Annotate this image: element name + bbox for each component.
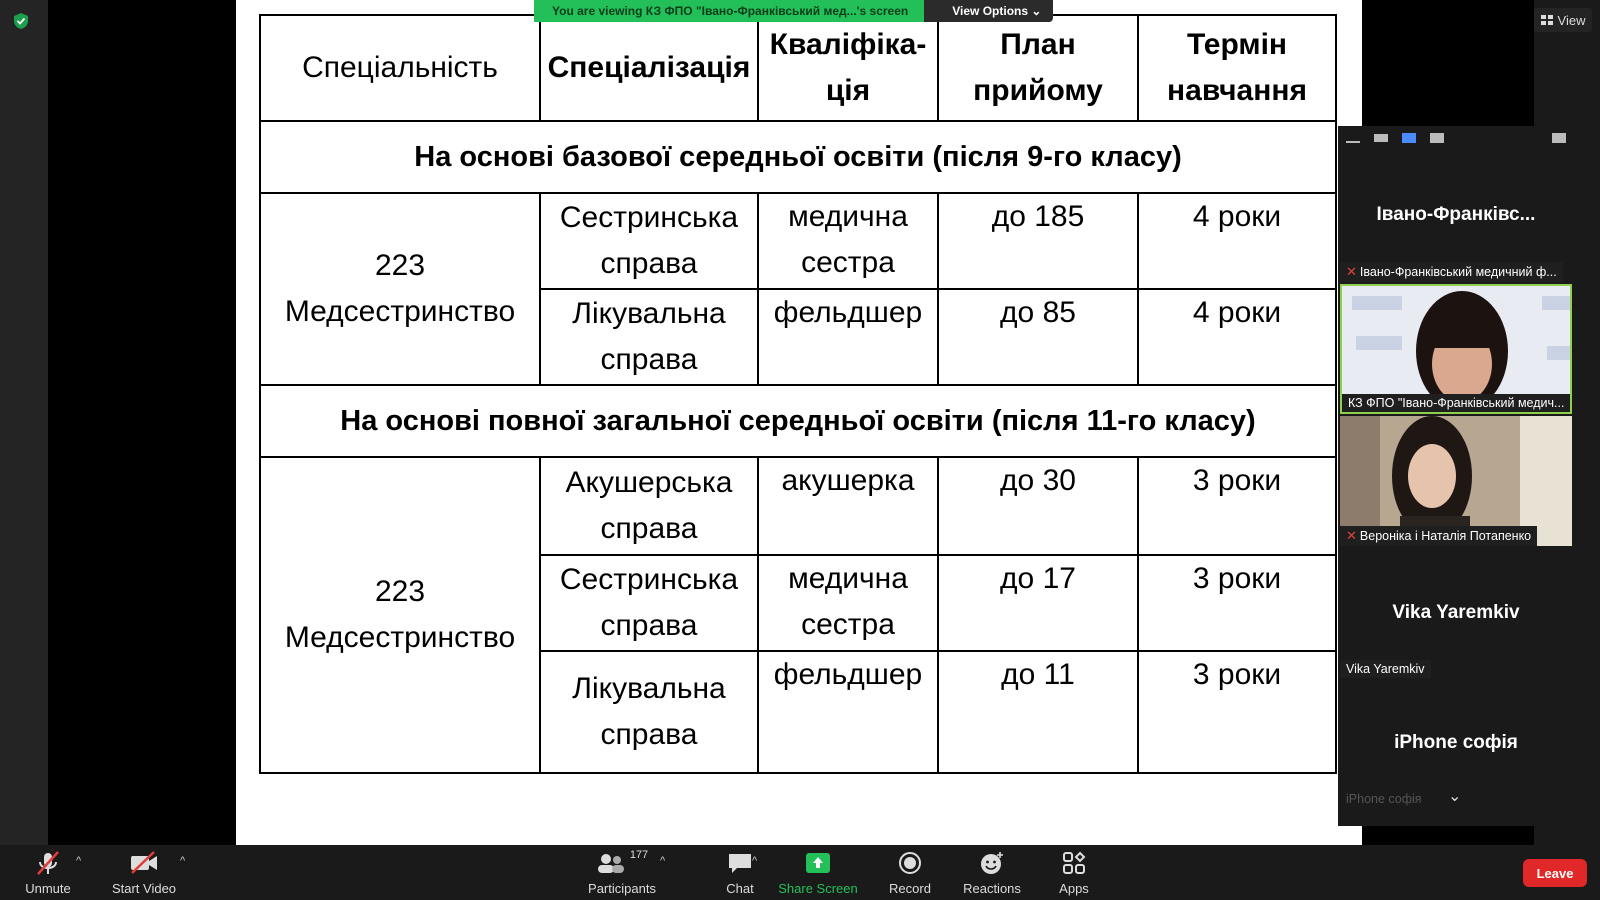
header-term (1138, 15, 1336, 121)
qualification-cell: акушерка (758, 457, 938, 555)
unmute-label: Unmute (25, 881, 71, 896)
participant-tile[interactable] (1340, 150, 1572, 282)
qualification-cell: фельдшер (758, 289, 938, 385)
header-specialization: Спеціалізація (540, 15, 758, 121)
left-strip (0, 0, 48, 845)
section-row (260, 385, 1336, 457)
mic-muted-icon (35, 850, 61, 876)
participant-label (1340, 526, 1537, 546)
sharing-message: You are viewing КЗ ФПО "Івано-Франківський мед...'s screen (534, 0, 924, 22)
participant-label (1340, 262, 1563, 282)
participants-button[interactable] (582, 849, 662, 896)
header-term-line1: Термін (1186, 28, 1288, 61)
header-qualification (758, 15, 938, 121)
participants-icon (596, 852, 626, 874)
specialty-code: 223 (374, 249, 426, 282)
participants-count: 177 (629, 849, 649, 861)
header-qualification-line2: ція (825, 74, 871, 107)
plan-cell: до 30 (938, 457, 1138, 555)
specialty-cell (260, 193, 540, 385)
participants-options-caret[interactable]: ^ (660, 855, 666, 867)
qualification-cell (758, 555, 938, 651)
panel-controls (1338, 126, 1576, 150)
cell-text: Акушерська (565, 466, 733, 499)
cell-text: Сестринська (559, 563, 739, 596)
hide-video-icon[interactable] (1374, 134, 1388, 142)
participant-label: Vika Yaremkiv (1340, 660, 1431, 678)
participant-name: iPhone софія (1394, 732, 1518, 753)
audio-options-caret[interactable]: ^ (76, 855, 82, 867)
grid-icon (1541, 15, 1553, 25)
apps-icon (1062, 851, 1086, 875)
plan-cell: до 17 (938, 555, 1138, 651)
cell-text: Лікувальна (572, 297, 726, 330)
term-cell: 4 роки (1138, 289, 1336, 385)
header-qualification-line1: Кваліфіка- (769, 28, 927, 61)
share-screen-label: Share Screen (778, 881, 858, 896)
cell-text: справа (600, 512, 698, 545)
view-options-button[interactable]: View Options ⌄ (924, 0, 1053, 22)
leave-button[interactable]: Leave (1523, 859, 1587, 887)
header-specialty: Спеціальність (260, 15, 540, 121)
cell-text: справа (600, 718, 698, 751)
specialty-code: 223 (374, 575, 426, 608)
scroll-down-icon[interactable]: ⌄ (1448, 788, 1462, 805)
cell-text: Лікувальна (572, 672, 726, 705)
gallery-view-icon[interactable] (1430, 133, 1444, 143)
admission-plan-table (259, 14, 1337, 774)
section-title-9: На основі базової середньої освіти (після 9-го класу) (260, 121, 1336, 193)
header-term-line2: навчання (1167, 74, 1307, 107)
table-row (260, 193, 1336, 289)
specialty-cell (260, 457, 540, 773)
share-screen-icon (805, 852, 831, 874)
cell-text: справа (600, 343, 698, 376)
chat-label: Chat (726, 881, 754, 896)
header-plan-line2: прийому (973, 74, 1103, 107)
specialty-name: Медсестринство (284, 621, 516, 654)
view-label: View (1557, 12, 1586, 28)
record-icon (898, 851, 922, 875)
video-options-caret[interactable]: ^ (180, 855, 186, 867)
term-cell: 3 роки (1138, 651, 1336, 773)
section-title-11: На основі повної загальної середньої освіти (після 11-го класу) (260, 385, 1336, 457)
minimize-icon[interactable] (1346, 141, 1360, 143)
apps-button[interactable] (1034, 849, 1114, 896)
start-video-button[interactable] (104, 849, 184, 896)
plan-cell: до 85 (938, 289, 1138, 385)
speaker-view-icon[interactable] (1402, 133, 1416, 143)
chat-options-caret[interactable]: ^ (752, 855, 758, 867)
specialization-cell (540, 651, 758, 773)
start-video-label: Start Video (111, 881, 177, 896)
participants-video-panel (1338, 126, 1576, 826)
apps-label: Apps (1059, 881, 1089, 896)
participant-tile[interactable] (1340, 550, 1572, 678)
video-off-icon (129, 851, 159, 875)
specialization-cell (540, 555, 758, 651)
table-row (260, 457, 1336, 555)
specialization-cell (540, 457, 758, 555)
record-label: Record (889, 881, 931, 896)
table-header-row (260, 15, 1336, 121)
share-screen-button[interactable] (778, 849, 858, 896)
mic-muted-icon: ✕ (1346, 264, 1357, 279)
participant-video-tile[interactable] (1340, 284, 1572, 414)
reactions-label: Reactions (963, 881, 1021, 896)
header-plan (938, 15, 1138, 121)
term-cell: 4 роки (1138, 193, 1336, 289)
mic-muted-icon: ✕ (1346, 528, 1357, 543)
qualification-cell (758, 193, 938, 289)
cell-text: медична (788, 200, 908, 233)
cell-text: Сестринська (559, 201, 739, 234)
expand-panel-icon[interactable] (1552, 133, 1566, 143)
cell-text: справа (600, 247, 698, 280)
participant-label-text: Івано-Франківський медичний ф... (1359, 265, 1557, 279)
participant-label-text: Вероніка і Наталія Потапенко (1359, 529, 1532, 543)
header-plan-line1: План (1000, 28, 1076, 61)
sharing-banner (534, 0, 1053, 22)
qualification-cell: фельдшер (758, 651, 938, 773)
meeting-toolbar (0, 845, 1600, 900)
specialty-name: Медсестринство (284, 295, 516, 328)
participant-label: КЗ ФПО "Івано-Франківський медич... (1342, 394, 1570, 412)
term-cell: 3 роки (1138, 555, 1336, 651)
section-row (260, 121, 1336, 193)
cell-text: медична (788, 562, 908, 595)
cell-text: сестра (801, 246, 895, 279)
reactions-button[interactable] (952, 849, 1032, 896)
participant-label: iPhone софія (1346, 792, 1422, 806)
record-button[interactable] (870, 849, 950, 896)
term-cell: 3 роки (1138, 457, 1336, 555)
participant-name: Vika Yaremkiv (1392, 602, 1520, 623)
chat-icon (727, 851, 753, 875)
specialization-cell (540, 193, 758, 289)
chat-button[interactable] (700, 849, 780, 896)
plan-cell: до 11 (938, 651, 1138, 773)
specialization-cell (540, 289, 758, 385)
cell-text: сестра (801, 608, 895, 641)
participants-label: Participants (588, 881, 656, 896)
cell-text: справа (600, 609, 698, 642)
plan-cell: до 185 (938, 193, 1138, 289)
participant-video-tile[interactable] (1340, 416, 1572, 546)
reactions-icon (979, 851, 1005, 875)
security-shield-icon[interactable] (12, 12, 30, 30)
participant-name: Івано-Франківс... (1376, 204, 1536, 225)
view-layout-button[interactable] (1534, 8, 1592, 32)
